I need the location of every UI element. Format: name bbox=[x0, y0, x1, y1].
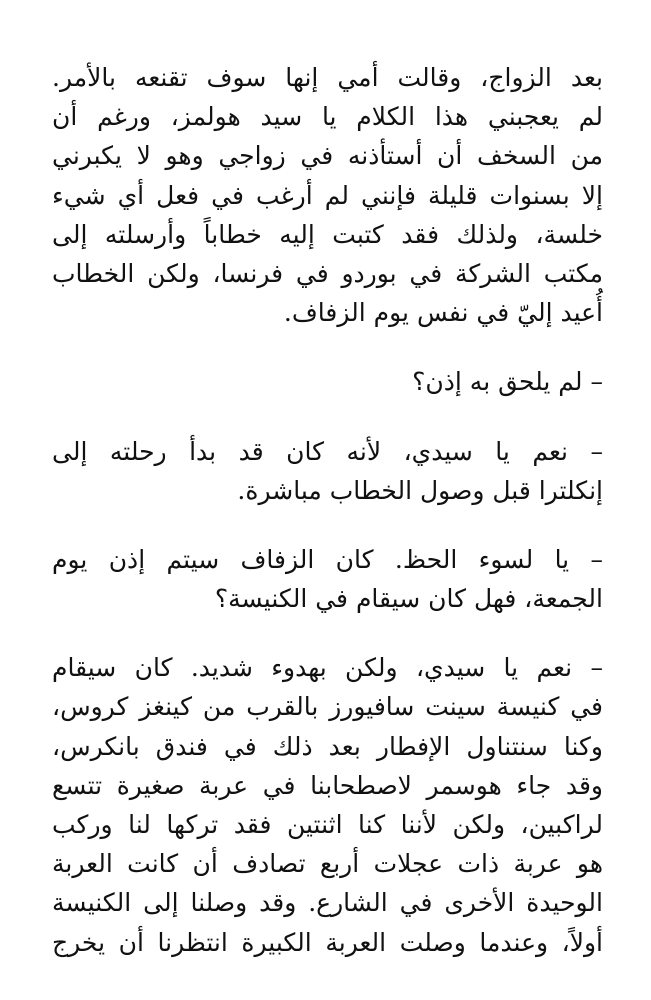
text-line: من السخف أن أستأذنه في زواجي وهو لا يكبرني bbox=[52, 141, 603, 171]
text-line: إلا بسنوات قليلة فإنني لم أرغب في فعل أي شيء bbox=[52, 180, 603, 210]
text-line: لراكبين، ولكن لأننا كنا اثنتين فقد تركها لنا وركب bbox=[52, 810, 603, 839]
text-line: أُعيد إليّ في نفس يوم الزفاف. bbox=[283, 298, 603, 328]
text-line: وكنا سنتناول الإفطار بعد ذلك في فندق بانكرس، bbox=[52, 731, 603, 761]
text-line: الوحيدة الأخرى في الشارع. وقد وصلنا إلى الكنيسة bbox=[52, 888, 603, 918]
text-line: إنكلترا قبل وصول الخطاب مباشرة. bbox=[237, 475, 603, 505]
text-line: وقد جاء هوسمر لاصطحابنا في عربة صغيرة تتسع bbox=[52, 770, 603, 800]
paragraph-4 bbox=[52, 540, 603, 618]
paragraph-5 bbox=[52, 648, 603, 962]
text-line: مكتب الشركة في بوردو في فرنسا، ولكن الخطاب bbox=[52, 258, 603, 288]
paragraph-spacer bbox=[52, 332, 603, 362]
paragraph-2 bbox=[52, 362, 603, 401]
text-line: بعد الزواج، وقالت أمي إنها سوف تقنعه بالأمر. bbox=[52, 63, 603, 92]
text-line: خلسة، ولذلك فقد كتبت إليه خطاباً وأرسلته إلى bbox=[52, 219, 603, 249]
paragraph-1 bbox=[52, 58, 603, 332]
text-line: أولاً، وعندما وصلت العربة الكبيرة انتظرنا أن يخرج bbox=[52, 927, 603, 957]
paragraph-3 bbox=[52, 432, 603, 510]
text-line: في كنيسة سينت سافيورز بالقرب من كينغز كروس، bbox=[52, 692, 603, 722]
text-line: هو عربة ذات عجلات أربع تصادف أن كانت العربة bbox=[52, 849, 603, 879]
text-line: – نعم يا سيدي، لأنه كان قد بدأ رحلته إلى bbox=[52, 436, 603, 466]
paragraph-spacer bbox=[52, 510, 603, 540]
text-line: – لم يلحق به إذن؟ bbox=[412, 367, 603, 397]
text-line: الجمعة، فهل كان سيقام في الكنيسة؟ bbox=[214, 584, 603, 614]
text-line: – يا لسوء الحظ. كان الزفاف سيتم إذن يوم bbox=[52, 544, 603, 574]
text-line: – نعم يا سيدي، ولكن بهدوء شديد. كان سيقام bbox=[52, 653, 603, 683]
text-line: لم يعجبني هذا الكلام يا سيد هولمز، ورغم أن bbox=[52, 102, 603, 132]
paragraph-spacer bbox=[52, 402, 603, 432]
paragraph-spacer bbox=[52, 618, 603, 648]
